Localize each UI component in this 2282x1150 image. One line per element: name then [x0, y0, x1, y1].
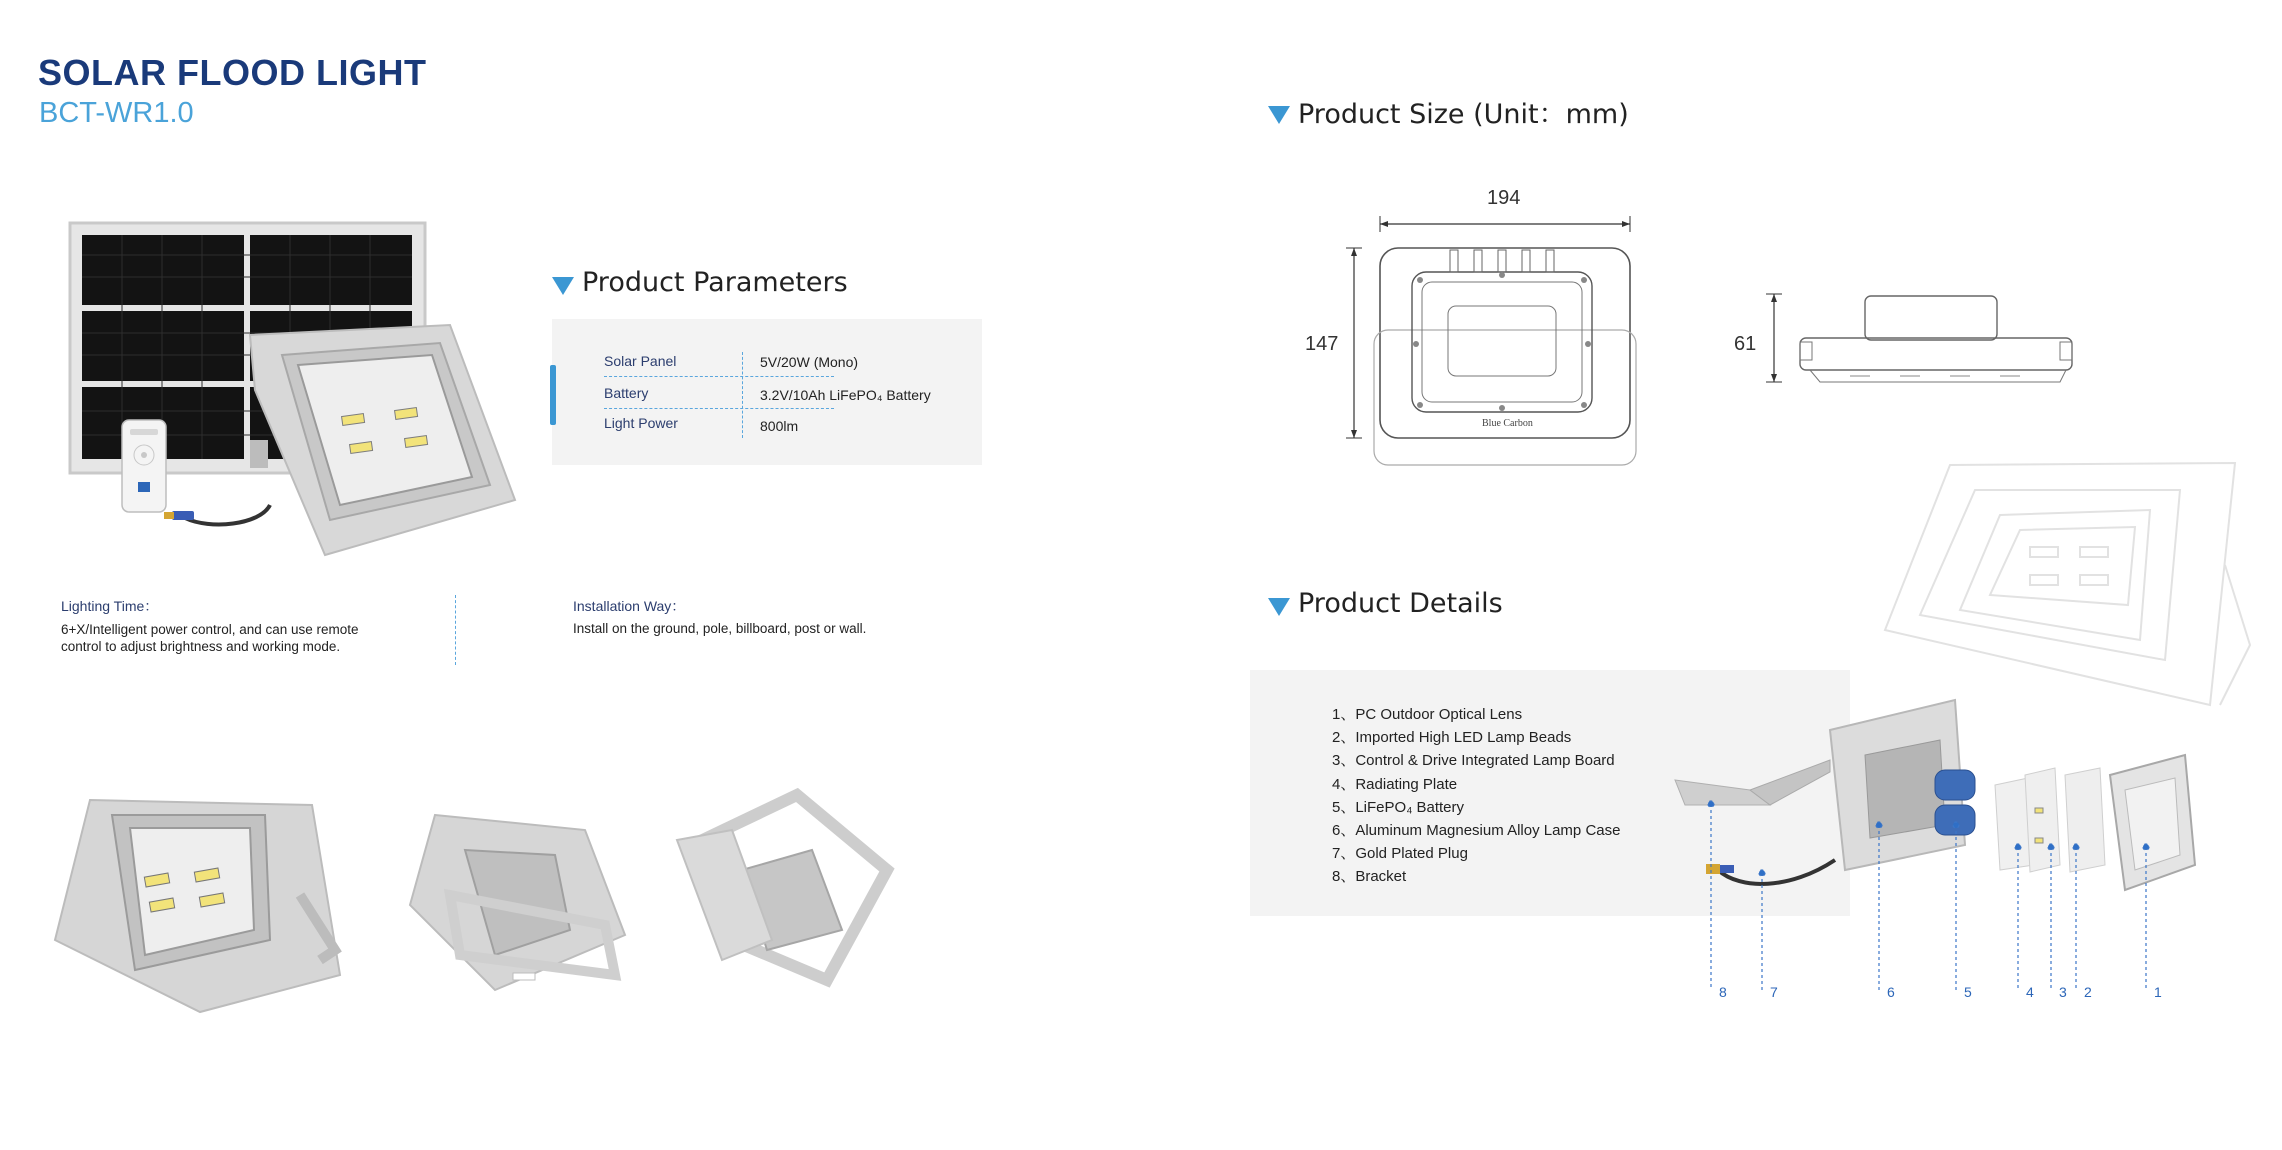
- callout-6: 6: [1887, 984, 1895, 1000]
- callout-3: 3: [2059, 984, 2067, 1000]
- details-list: [1332, 703, 1620, 889]
- installation-way-label: Installation Way：: [573, 598, 686, 614]
- param-divider: [604, 376, 834, 377]
- product-view-side-image: [672, 790, 897, 1000]
- param-divider: [604, 408, 834, 409]
- detail-item: 2、Imported High LED Lamp Beads: [1332, 729, 1572, 747]
- lighting-time-text-line2: control to adjust brightness and working mode.: [61, 639, 341, 654]
- triangle-bullet-icon: [1268, 598, 1290, 616]
- param-value-solar-panel: 5V/20W (Mono): [760, 354, 859, 370]
- installation-way-text: Install on the ground, pole, billboard, post or wall.: [573, 621, 867, 636]
- side-dimension-drawing: [1760, 290, 2090, 400]
- details-heading: Product Details: [1268, 588, 1503, 619]
- param-label-light-power: Light Power: [604, 415, 678, 431]
- product-view-back-image: [405, 795, 635, 1005]
- callout-8: 8: [1719, 984, 1727, 1000]
- callout-5: 5: [1964, 984, 1972, 1000]
- info-divider: [455, 595, 456, 665]
- hero-product-image: [60, 215, 530, 565]
- detail-item: 1、PC Outdoor Optical Lens: [1332, 706, 1523, 723]
- param-label-solar-panel: Solar Panel: [604, 353, 677, 369]
- front-dimension-drawing: [1350, 210, 1650, 470]
- size-heading: Product Size (Unit：mm): [1268, 92, 1629, 131]
- callout-4: 4: [2026, 984, 2034, 1000]
- detail-item: 8、Bracket: [1332, 868, 1407, 886]
- width-dimension: 194: [1487, 187, 1521, 209]
- param-column-divider: [742, 352, 743, 438]
- param-value-light-power: 800lm: [760, 418, 799, 434]
- triangle-bullet-icon: [552, 277, 574, 295]
- depth-dimension: 61: [1734, 333, 1757, 355]
- detail-item: 6、Aluminum Magnesium Alloy Lamp Case: [1332, 822, 1621, 840]
- faded-lamp-illustration: [1880, 455, 2260, 725]
- exploded-view-illustration: [1670, 690, 2210, 990]
- detail-item: 5、LiFePO₄ Battery: [1332, 798, 1465, 816]
- detail-item: 4、Radiating Plate: [1332, 775, 1458, 793]
- remote-control-image: [122, 420, 166, 512]
- brand-mark: Blue Carbon: [1482, 418, 1533, 429]
- callout-7: 7: [1770, 984, 1778, 1000]
- page-title: SOLAR FLOOD LIGHT: [38, 52, 427, 93]
- lighting-time-label: Lighting Time：: [61, 598, 159, 614]
- param-label-battery: Battery: [604, 385, 649, 401]
- product-view-front-image: [50, 790, 350, 1020]
- parameters-heading: Product Parameters: [552, 267, 848, 298]
- flood-light-image: [250, 325, 515, 555]
- lighting-time-text-line1: 6+X/Intelligent power control, and can use remote: [61, 622, 359, 637]
- height-dimension: 147: [1305, 333, 1339, 355]
- model-number: BCT-WR1.0: [39, 97, 194, 129]
- detail-item: 7、Gold Plated Plug: [1332, 845, 1468, 863]
- callout-1: 1: [2154, 984, 2162, 1000]
- parameters-accent-bar: [550, 365, 556, 425]
- detail-item: 3、Control & Drive Integrated Lamp Board: [1332, 752, 1615, 770]
- param-value-battery: 3.2V/10Ah LiFePO₄ Battery: [760, 387, 931, 403]
- callout-2: 2: [2084, 984, 2092, 1000]
- triangle-bullet-icon: [1268, 106, 1290, 124]
